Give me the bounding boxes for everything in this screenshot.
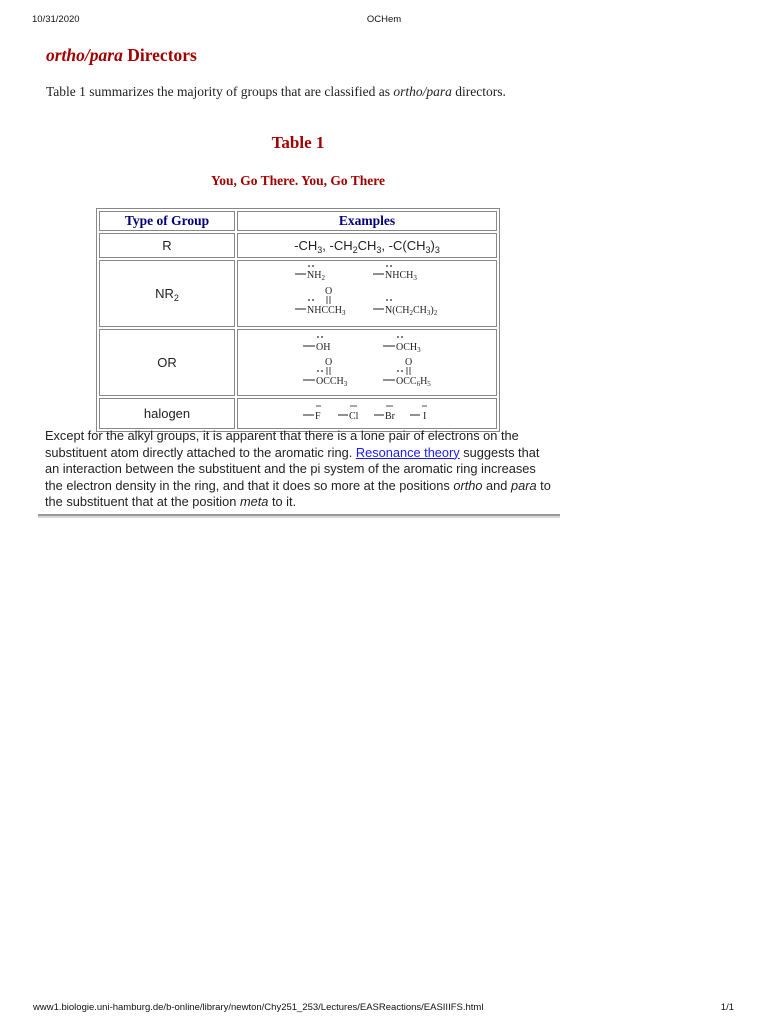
svg-text:OCCH3: $OCCH_3$ (316, 376, 348, 388)
horizontal-rule (38, 514, 560, 518)
halogen-structures (239, 399, 495, 423)
alkyl-examples: $-CH_3$, $-CH_2CH_3$, $-C(CH_3)_3$ (294, 237, 440, 255)
print-footer (33, 1002, 734, 1016)
header-type-of-group: Type of Group (99, 211, 235, 231)
intro-paragraph (46, 83, 526, 100)
body-italic-ortho: ortho (453, 477, 483, 493)
body-text-3: and (482, 477, 511, 493)
body-italic-para: para (510, 477, 537, 493)
table-row (99, 233, 497, 258)
body-text-1: Except for the alkyl groups, it is apparent that there is a lone pair of electrons on the substituent atom directly attached to the aromatic ring. (45, 428, 519, 460)
group-type: halogen (99, 398, 235, 429)
svg-text:NHCCH3: $NHCCH_3$ (307, 305, 346, 317)
group-type-base: NR (155, 286, 174, 301)
heading-rest: Directors (122, 45, 197, 65)
svg-text:O: O (325, 286, 333, 297)
body-paragraph (45, 428, 557, 511)
svg-text:N(CH2CH3)2: $N(CH_2CH_3)_2$ (385, 305, 438, 317)
resonance-theory-link[interactable]: Resonance theory (355, 444, 460, 460)
groups-table (96, 208, 500, 432)
group-type (99, 260, 235, 327)
group-type-sub: 2 (173, 293, 179, 303)
print-date: 10/31/2020 (32, 14, 80, 25)
table-row (99, 398, 497, 429)
svg-text:O: O (325, 357, 333, 368)
svg-text:I: I (423, 411, 427, 422)
print-title: OCHem (366, 14, 402, 25)
footer-url: www1.biologie.uni-hamburg.de/b-online/library/newton/Chy251_253/Lectures/EASReactions/EASIIIFS.html (33, 1002, 484, 1013)
group-type: R (99, 233, 235, 258)
svg-text:NH2: $NH_2$ (307, 270, 325, 282)
group-examples (237, 233, 497, 258)
intro-italic: ortho/para (393, 84, 452, 99)
svg-text:OCH3: $OCH_3$ (396, 342, 421, 354)
body-italic-meta: meta (239, 494, 269, 509)
amine-structures (239, 261, 495, 321)
print-header (32, 14, 736, 30)
intro-text: Table 1 summarizes the majority of groups that are classified as (46, 84, 394, 99)
svg-text:Cl: Cl (349, 411, 359, 422)
group-examples (237, 260, 497, 327)
svg-text:O: O (405, 357, 413, 368)
table-row (99, 260, 497, 327)
group-examples (237, 329, 497, 396)
page-heading (46, 45, 197, 66)
table-row (99, 329, 497, 396)
header-examples: Examples (237, 211, 497, 231)
group-type: OR (99, 329, 235, 396)
table-header-row (99, 211, 497, 231)
body-text-5: to it. (268, 494, 297, 509)
body-text-4: to the substituent that at the position (45, 477, 551, 509)
table-title: Table 1 (271, 133, 325, 152)
body-text-2: suggests that an interaction between the substituent and the pi system of the aromatic ring increases the electron density in the ring, and that it does so more at the positions (45, 444, 540, 493)
footer-page-number: 1/1 (720, 1002, 734, 1013)
svg-text:OCC6H5: $OCC_6H_5$ (396, 376, 431, 388)
svg-text:NHCH3: $NHCH_3$ (385, 270, 417, 282)
svg-text:Br: Br (385, 411, 395, 422)
intro-text-end: directors. (451, 84, 506, 99)
ether-structures (239, 330, 495, 390)
group-examples (237, 398, 497, 429)
table-caption: You, Go There. You, Go There (210, 173, 386, 188)
svg-text:OH: OH (316, 342, 331, 353)
svg-text:F: F (315, 411, 321, 422)
heading-italic: ortho/para (46, 45, 123, 65)
